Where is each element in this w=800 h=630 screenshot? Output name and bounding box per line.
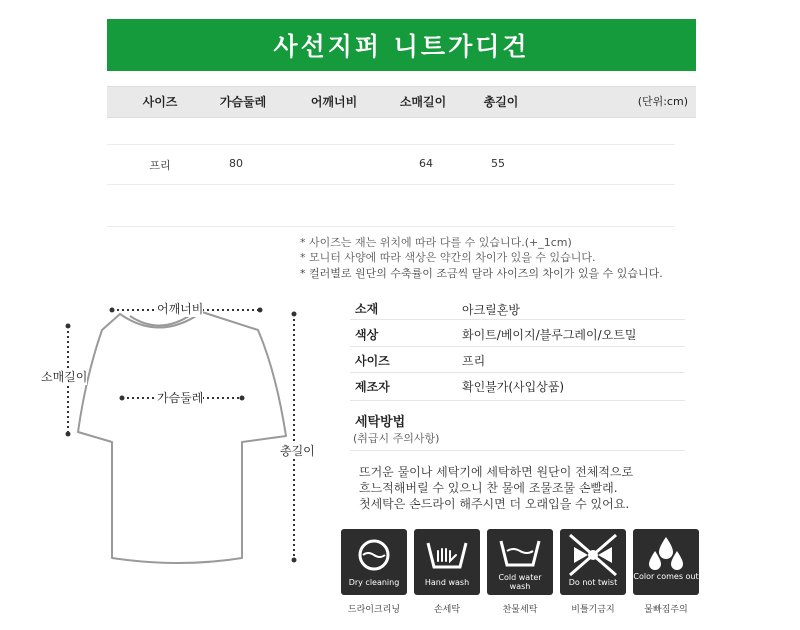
spec-value-maker: 확인불가(사입상품) [462,380,565,394]
spec-divider [350,372,685,373]
spec-value-color: 화이트/베이지/블루그레이/오트밀 [462,328,637,342]
spec-divider [350,346,685,347]
chest-label: 가슴둘레 [157,391,204,405]
care-caption: 손세탁 [433,605,461,615]
dry-cleaning-icon: Dry cleaning [341,529,407,595]
sleeve-label: 소매길이 [41,370,88,384]
header-sleeve: 소매길이 [399,95,447,109]
spec-divider [350,400,685,401]
cell-sleeve: 64 [419,157,433,170]
wash-line: 첫세탁은 손드라이 해주시면 더 오래입을 수 있어요. [359,497,630,511]
table-divider [107,226,675,227]
note-line: * 컬러별로 원단의 수축률이 조금씩 달라 사이즈의 차이가 있을 수 있습니다. [300,267,663,280]
shoulder-label: 어깨너비 [157,302,204,316]
wash-line: 뜨거운 물이나 세탁기에 세탁하면 원단이 전체적으로 [359,465,634,479]
spec-label-material: 소재 [355,302,379,316]
header-length: 총길이 [483,95,519,109]
table-divider [107,144,675,145]
wash-title: 세탁방법 [355,415,406,430]
note-line: * 모니터 사양에 따라 색상은 약간의 차이가 있을 수 있습니다. [300,251,596,264]
garment-diagram [28,296,328,626]
wash-line: 흐느적해버릴 수 있으니 찬 물에 조물조물 손빨래. [359,481,618,495]
wash-subtitle: (취급시 주의사항) [353,432,440,445]
spec-value-material: 아크릴혼방 [462,303,520,317]
header-shoulder: 어깨너비 [310,95,358,109]
care-caption: 물빠짐주의 [644,605,688,615]
tshirt-outline-icon [28,296,328,626]
care-caption: 드라이크리닝 [347,605,401,615]
cell-length: 55 [491,157,505,170]
care-caption: 찬물세탁 [502,605,538,615]
wash-divider [350,450,685,451]
unit-label: (단위:cm) [637,95,688,108]
cold-water-wash-icon: Cold water wash [487,529,553,595]
spec-divider [350,319,685,320]
spec-label-size: 사이즈 [355,354,390,368]
no-twist-icon: Do not twist [560,529,626,595]
header-size: 사이즈 [142,95,178,109]
header-chest: 가슴둘레 [219,95,267,109]
cell-size: 프리 [149,159,171,172]
note-line: * 사이즈는 재는 위치에 따라 다를 수 있습니다.(+_1cm) [300,236,572,249]
title-banner [107,19,696,71]
spec-value-size: 프리 [462,354,486,368]
cell-chest: 80 [229,157,243,170]
care-caption: 비틀기금지 [571,605,615,615]
color-comes-out-icon: Color comes out [633,529,699,595]
spec-label-maker: 제조자 [355,380,390,394]
size-table-header [107,86,696,118]
spec-label-color: 색상 [355,328,379,342]
table-divider [107,184,675,185]
length-label: 총길이 [280,444,315,458]
hand-wash-icon: Hand wash [414,529,480,595]
product-title: 사선지퍼 니트가디건 [273,32,530,61]
